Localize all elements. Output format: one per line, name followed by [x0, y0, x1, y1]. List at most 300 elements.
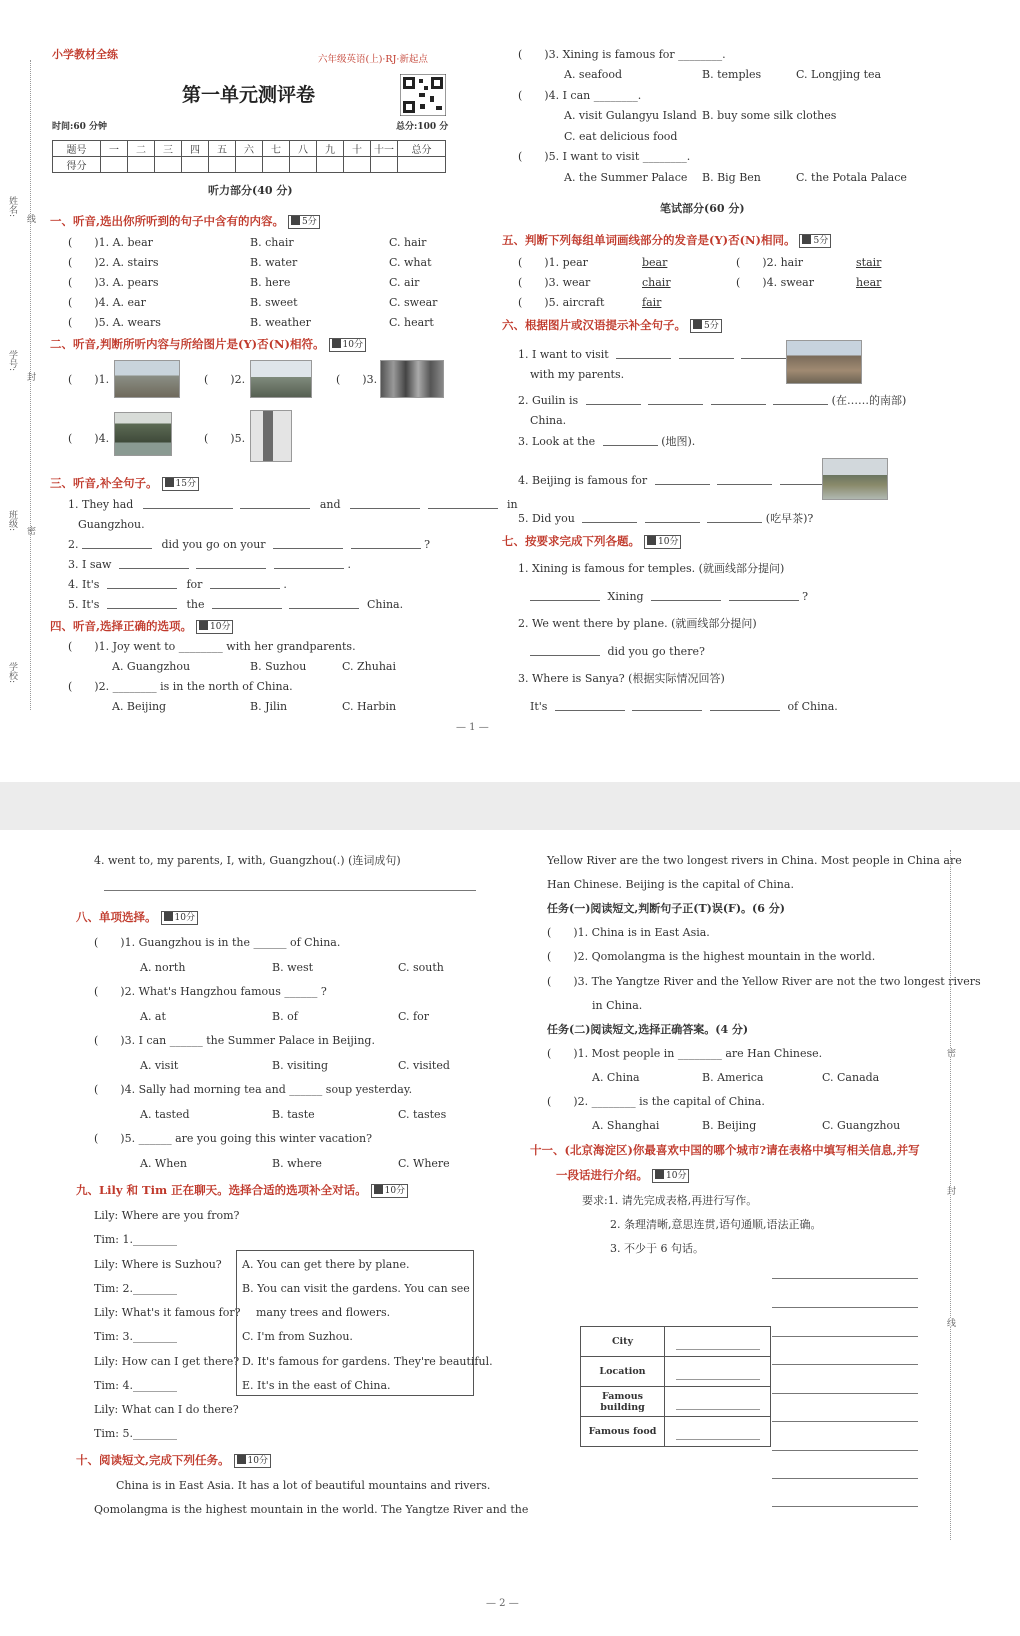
s1-q4: ( )4. A. ear [68, 296, 146, 309]
time-limit: 时间:60 分钟 [52, 122, 107, 132]
s8-q2-b: B. of [272, 1010, 298, 1023]
side-label-class: 班级: [7, 510, 17, 532]
s4-q1-c: C. Zhuhai [342, 660, 396, 673]
reading-passage-line: Han Chinese. Beijing is the capital of China. [547, 878, 794, 891]
writing-line[interactable] [772, 1506, 918, 1507]
section-title-text: 四、听音,选择正确的选项。 [50, 619, 193, 633]
s5-r2b: chair [642, 276, 671, 289]
star-icon [237, 1455, 246, 1464]
summer-palace-photo [822, 458, 888, 500]
s1-q1: ( )1. A. bear [68, 236, 153, 249]
answer-blank[interactable] [679, 349, 734, 359]
points-badge [329, 338, 366, 352]
section-title-text: 二、听音,判断所听内容与所给图片是(Y)否(N)相符。 [50, 337, 325, 351]
task-2-q1-b: B. America [702, 1071, 764, 1084]
points-badge [161, 911, 198, 925]
s2-q3-label: ( )3. [336, 373, 378, 386]
dialog-line: Lily: Where is Suzhou? [94, 1258, 222, 1271]
score-header: 总分 [398, 141, 446, 157]
score-header: 题号 [53, 141, 101, 157]
s6-line1 [518, 348, 796, 362]
score-header: 六 [236, 141, 263, 157]
s3-text: and [319, 498, 341, 511]
s4-q1: ( )1. Joy went to ________ with her grandparents. [68, 640, 356, 653]
s5-r1c: ( )2. hair [736, 256, 803, 269]
answer-blank[interactable] [350, 499, 420, 509]
section-8-title [76, 910, 198, 925]
big-ben-photo [250, 410, 292, 462]
score-cell[interactable] [317, 157, 344, 173]
s3-line2 [68, 538, 430, 552]
table-label-location: Location [581, 1357, 665, 1387]
table-label-city: City [581, 1327, 665, 1357]
answer-blank[interactable] [603, 436, 658, 446]
reading-passage-line: China is in East Asia. It has a lot of beautiful mountains and rivers. [116, 1479, 491, 1492]
dialog-line: Lily: What's it famous for? [94, 1306, 241, 1319]
score-cell[interactable] [182, 157, 209, 173]
table-input-food[interactable] [665, 1417, 771, 1447]
s5-r2d: hear [856, 276, 882, 289]
section-11-title: 十一、(北京海淀区)你最喜欢中国的哪个城市?请在表格中填写相关信息,并写 [530, 1143, 920, 1157]
points-badge [288, 215, 320, 229]
dialog-line: Lily: What can I do there? [94, 1403, 239, 1416]
writing-line[interactable] [772, 1364, 918, 1365]
s6-text: 5. Did you [518, 512, 575, 525]
reading-passage-line: Yellow River are the two longest rivers in China. Most people in China are [547, 854, 962, 867]
answer-blank[interactable] [655, 475, 710, 485]
s3-text: 5. It's [68, 598, 100, 611]
lake-photo [250, 360, 312, 398]
s8-q1-c: C. south [398, 961, 444, 974]
s1-q1-b: B. chair [250, 236, 294, 249]
task-2-q1-c: C. Canada [822, 1071, 880, 1084]
s1-q4-c: C. swear [389, 296, 438, 309]
option-item: A. You can get there by plane. [242, 1258, 410, 1271]
page-title: 第一单元测评卷 [182, 84, 316, 106]
s6-line4 [518, 474, 842, 488]
answer-blank[interactable] [274, 559, 344, 569]
side-mark: 密 [25, 526, 35, 535]
star-icon [802, 235, 811, 244]
dialog-line: Tim: 3.________ [94, 1330, 177, 1343]
points-text: 10分 [666, 1171, 687, 1181]
brand-logo: 小学教材全练 [52, 48, 118, 61]
task-1-item: ( )2. Qomolangma is the highest mountain in the world. [547, 950, 876, 963]
s4-q4-b: B. buy some silk clothes [702, 109, 837, 122]
s3-text: 1. They had [68, 498, 134, 511]
s3-line1b: Guangzhou. [78, 518, 145, 531]
writing-line[interactable] [772, 1478, 918, 1479]
score-header: 三 [155, 141, 182, 157]
score-cell[interactable] [128, 157, 155, 173]
s4-q2-a: A. Beijing [112, 700, 167, 713]
s6-hint: (地图). [661, 435, 696, 448]
answer-blank[interactable] [119, 559, 189, 569]
task-2-q2-b: B. Beijing [702, 1119, 757, 1132]
points-text: 15分 [175, 479, 196, 489]
s4-q4-c: C. eat delicious food [564, 130, 678, 143]
s7-text: Xining [607, 590, 644, 603]
answer-blank[interactable] [212, 599, 282, 609]
s5-r3b: fair [642, 296, 662, 309]
section-3-title [50, 476, 199, 491]
answer-blank[interactable] [710, 701, 780, 711]
book-subtitle: 六年级英语(上)·RJ·新起点 [318, 54, 428, 65]
section-9-title [76, 1183, 408, 1198]
section-5-title [502, 233, 831, 248]
answer-blank[interactable] [586, 395, 641, 405]
side-mark: 封 [945, 1186, 955, 1195]
star-icon [655, 1170, 664, 1179]
s6-line5 [518, 512, 813, 526]
section-title-text: 七、按要求完成下列各题。 [502, 534, 640, 548]
s6-line1b: with my parents. [530, 368, 625, 381]
s8-q4-c: C. tastes [398, 1108, 447, 1121]
section-title-text: 一段话进行介绍。 [556, 1168, 648, 1182]
s6-text: 3. Look at the [518, 435, 596, 448]
s2-q4-label: ( )4. [68, 432, 110, 445]
s2-q1-label: ( )1. [68, 373, 110, 386]
star-icon [693, 320, 702, 329]
s8-q3-b: B. visiting [272, 1059, 329, 1072]
points-text: 5分 [302, 217, 317, 227]
writing-line[interactable] [772, 1421, 918, 1422]
section-title-text: 五、判断下列每组单词画线部分的发音是(Y)否(N)相同。 [502, 233, 796, 247]
s3-text: did you go on your [161, 538, 266, 551]
s3-line1 [68, 498, 518, 512]
reading-passage-line: Qomolangma is the highest mountain in the world. The Yangtze River and the [94, 1503, 529, 1516]
answer-blank[interactable] [289, 599, 359, 609]
s6-line3 [518, 435, 695, 449]
qr-code-icon[interactable] [400, 74, 446, 116]
score-header: 二 [128, 141, 155, 157]
side-mark: 密 [945, 1048, 955, 1057]
s8-q5-b: B. where [272, 1157, 322, 1170]
points-badge [690, 319, 722, 333]
s8-q5: ( )5. ______ are you going this winter vacation? [94, 1132, 373, 1145]
score-table [52, 140, 446, 173]
answer-blank[interactable] [240, 499, 310, 509]
answer-blank[interactable] [351, 539, 421, 549]
writing-line[interactable] [772, 1336, 918, 1337]
s3-text: China. [366, 598, 404, 611]
answer-blank[interactable] [717, 475, 772, 485]
task-2-q2-a: A. Shanghai [592, 1119, 660, 1132]
points-text: 10分 [384, 1186, 406, 1196]
score-cell[interactable] [263, 157, 290, 173]
requirement-line: 3. 不少于 6 句话。 [610, 1242, 704, 1255]
s8-q4: ( )4. Sally had morning tea and ______ soup yesterday. [94, 1083, 413, 1096]
table-label-building: Famous building [581, 1387, 665, 1417]
s1-q3: ( )3. A. pears [68, 276, 159, 289]
s7-text: It's [530, 700, 548, 713]
s4-q3-a: A. seafood [564, 68, 623, 81]
s1-q2-b: B. water [250, 256, 298, 269]
points-text: 10分 [174, 913, 195, 923]
star-icon [164, 912, 173, 921]
writing-line[interactable] [772, 1450, 918, 1451]
s8-q3: ( )3. I can ______ the Summer Palace in Beijing. [94, 1034, 375, 1047]
score-cell[interactable] [236, 157, 263, 173]
star-icon [199, 621, 208, 630]
score-cell[interactable] [371, 157, 398, 173]
option-item: C. I'm from Suzhou. [242, 1330, 353, 1343]
task-2-q2-c: C. Guangzhou [822, 1119, 901, 1132]
s7-q4: 4. went to, my parents, I, with, Guangzhou(.) (连词成句) [94, 854, 401, 867]
s4-q3: ( )3. Xining is famous for ________. [518, 48, 726, 61]
section-title-text: 十、阅读短文,完成下列任务。 [76, 1453, 230, 1467]
score-cell[interactable] [344, 157, 371, 173]
s2-q5-label: ( )5. [204, 432, 246, 445]
dialog-line: Tim: 1.________ [94, 1233, 177, 1246]
star-icon [165, 478, 174, 487]
table-input-building[interactable] [665, 1387, 771, 1417]
points-text: 10分 [342, 340, 363, 350]
page-number: — 2 — [486, 1598, 519, 1609]
s6-line2 [518, 394, 906, 408]
writing-line[interactable] [772, 1278, 918, 1279]
page-number: — 1 — [456, 722, 489, 733]
answer-blank[interactable] [711, 395, 766, 405]
s3-text: in [507, 498, 518, 511]
answer-blank[interactable] [651, 591, 721, 601]
answer-blank[interactable] [107, 579, 177, 589]
answer-blank[interactable] [616, 349, 671, 359]
answer-blank[interactable] [707, 513, 762, 523]
answer-line[interactable] [104, 890, 476, 891]
points-badge [196, 620, 233, 634]
table-input-city[interactable] [665, 1327, 771, 1357]
option-item: E. It's in the east of China. [242, 1379, 391, 1392]
task-1-item: ( )3. The Yangtze River and the Yellow River are not the two longest rivers [547, 975, 981, 988]
side-mark: 线 [25, 214, 35, 223]
s4-q2-c: C. Harbin [342, 700, 397, 713]
s7-q2: 2. We went there by plane. (就画线部分提问) [518, 617, 757, 630]
s7-text: of China. [787, 700, 838, 713]
total-score: 总分:100 分 [396, 122, 449, 132]
answer-blank[interactable] [530, 591, 600, 601]
city-info-table [580, 1326, 771, 1447]
task-2-q1: ( )1. Most people in ________ are Han Chinese. [547, 1047, 823, 1060]
points-text: 10分 [247, 1456, 268, 1466]
s7-text: did you go there? [607, 645, 705, 658]
s7-q3-answer [530, 700, 838, 714]
s3-text: 4. It's [68, 578, 100, 591]
s3-line5 [68, 598, 403, 612]
s6-text: 4. Beijing is famous for [518, 474, 648, 487]
s8-q4-a: A. tasted [140, 1108, 190, 1121]
answer-blank[interactable] [82, 539, 152, 549]
s8-q1-a: A. north [140, 961, 186, 974]
s3-line3 [68, 558, 351, 572]
points-text: 10分 [210, 622, 231, 632]
s5-r1d: stair [856, 256, 882, 269]
answer-blank[interactable] [143, 499, 233, 509]
s4-q1-a: A. Guangzhou [112, 660, 191, 673]
points-badge [644, 535, 681, 549]
star-icon [647, 536, 656, 545]
s8-q4-b: B. taste [272, 1108, 315, 1121]
table-label-food: Famous food [581, 1417, 665, 1447]
s7-q1-answer [530, 590, 808, 604]
s4-q5: ( )5. I want to visit ________. [518, 150, 691, 163]
task-1-heading: 任务(一)阅读短文,判断句子正(T)误(F)。(6 分) [547, 902, 785, 915]
s3-text: the [186, 598, 205, 611]
writing-line[interactable] [772, 1393, 918, 1394]
score-header: 十一 [371, 141, 398, 157]
answer-blank[interactable] [645, 513, 700, 523]
score-header: 五 [209, 141, 236, 157]
task-1-item-cont: in China. [592, 999, 643, 1012]
s1-q4-b: B. sweet [250, 296, 298, 309]
binding-line [950, 850, 951, 1540]
s5-r2c: ( )4. swear [736, 276, 814, 289]
star-icon [332, 339, 341, 348]
s4-q2: ( )2. ________ is in the north of China. [68, 680, 293, 693]
score-cell[interactable] [398, 157, 446, 173]
section-4-title [50, 619, 233, 634]
score-cell[interactable] [155, 157, 182, 173]
s5-r3a: ( )5. aircraft [518, 296, 605, 309]
section-1-title [50, 214, 320, 229]
section-title-text: 九、Lily 和 Tim 正在聊天。选择合适的选项补全对话。 [76, 1183, 367, 1197]
s4-q5-a: A. the Summer Palace [564, 171, 688, 184]
s4-q4-a: A. visit Gulangyu Island [564, 109, 697, 122]
river-photo [114, 412, 172, 456]
page-1 [0, 0, 1020, 782]
s2-q2-label: ( )2. [204, 373, 246, 386]
score-header: 十 [344, 141, 371, 157]
side-label-school: 学校: [7, 662, 17, 684]
task-2-q2: ( )2. ________ is the capital of China. [547, 1095, 765, 1108]
s1-q5-b: B. weather [250, 316, 311, 329]
score-header: 四 [182, 141, 209, 157]
s7-q1: 1. Xining is famous for temples. (就画线部分提问) [518, 562, 785, 575]
answer-blank[interactable] [273, 539, 343, 549]
binding-line [30, 60, 31, 710]
temple-photo [380, 360, 444, 398]
options-box [236, 1250, 474, 1396]
s4-q1-b: B. Suzhou [250, 660, 307, 673]
s1-q2: ( )2. A. stairs [68, 256, 159, 269]
answer-blank[interactable] [582, 513, 637, 523]
points-badge [234, 1454, 271, 1468]
s1-q2-c: C. what [389, 256, 432, 269]
dialog-line: Lily: Where are you from? [94, 1209, 240, 1222]
section-title-text: 八、单项选择。 [76, 910, 157, 924]
s1-q3-c: C. air [389, 276, 420, 289]
s8-q3-c: C. visited [398, 1059, 450, 1072]
s6-hint: (在……的南部) [831, 394, 907, 407]
s6-text: 2. Guilin is [518, 394, 579, 407]
section-10-title [76, 1453, 271, 1468]
listening-heading: 听力部分(40 分) [208, 184, 293, 197]
option-item: many trees and flowers. [256, 1306, 391, 1319]
task-2-q1-a: A. China [592, 1071, 640, 1084]
section-11-title-cont [556, 1168, 689, 1183]
section-title-text: 一、听音,选出你所听到的句子中含有的内容。 [50, 214, 285, 228]
s4-q4: ( )4. I can ________. [518, 89, 642, 102]
s3-text: 3. I saw [68, 558, 112, 571]
s6-text: 1. I want to visit [518, 348, 609, 361]
requirement-line: 2. 条理清晰,意思连贯,语句通顺,语法正确。 [610, 1218, 822, 1231]
points-text: 5分 [704, 321, 719, 331]
section-2-title [50, 337, 366, 352]
option-item: D. It's famous for gardens. They're beautiful. [242, 1355, 493, 1368]
score-header: 九 [317, 141, 344, 157]
answer-blank[interactable] [196, 559, 266, 569]
answer-blank[interactable] [428, 499, 498, 509]
s8-q1-b: B. west [272, 961, 314, 974]
section-title-text: 六、根据图片或汉语提示补全句子。 [502, 318, 686, 332]
section-title-text: 三、听音,补全句子。 [50, 476, 158, 490]
dialog-line: Tim: 4.________ [94, 1379, 177, 1392]
score-cell[interactable] [101, 157, 128, 173]
star-icon [291, 216, 300, 225]
table-input-location[interactable] [665, 1357, 771, 1387]
side-mark: 封 [25, 372, 35, 381]
score-header: 七 [263, 141, 290, 157]
score-cell[interactable] [209, 157, 236, 173]
s7-q3: 3. Where is Sanya? (根据实际情况回答) [518, 672, 725, 685]
answer-blank[interactable] [107, 599, 177, 609]
s4-q3-c: C. Longjing tea [796, 68, 882, 81]
s6-hint: (吃早茶)? [765, 512, 814, 525]
s8-q2-c: C. for [398, 1010, 429, 1023]
answer-blank[interactable] [648, 395, 703, 405]
s1-q5-c: C. heart [389, 316, 434, 329]
section-6-title [502, 318, 722, 333]
answer-blank[interactable] [555, 701, 625, 711]
answer-blank[interactable] [530, 646, 600, 656]
s3-line4 [68, 578, 287, 592]
s4-q3-b: B. temples [702, 68, 762, 81]
page-2 [0, 830, 1020, 1636]
dialog-line: Tim: 5.________ [94, 1427, 177, 1440]
palace-photo [114, 360, 180, 398]
s7-q2-answer [530, 645, 705, 659]
s7-text: ? [802, 590, 808, 603]
requirement-line: 要求:1. 请先完成表格,再进行写作。 [582, 1194, 758, 1207]
s1-q1-c: C. hair [389, 236, 427, 249]
potala-palace-photo [786, 340, 862, 384]
score-header: 八 [290, 141, 317, 157]
s4-q5-b: B. Big Ben [702, 171, 761, 184]
writing-line[interactable] [772, 1307, 918, 1308]
points-text: 10分 [658, 537, 679, 547]
side-label-name: 姓名: [7, 196, 17, 218]
s8-q1: ( )1. Guangzhou is in the ______ of China. [94, 936, 341, 949]
s8-q3-a: A. visit [140, 1059, 179, 1072]
answer-blank[interactable] [729, 591, 799, 601]
writing-heading: 笔试部分(60 分) [660, 202, 745, 215]
s3-text: for [186, 578, 203, 591]
s6-line2b: China. [530, 414, 567, 427]
s3-text: 2. [68, 538, 79, 551]
points-badge [371, 1184, 408, 1198]
s5-r1b: bear [642, 256, 668, 269]
s4-q2-b: B. Jilin [250, 700, 288, 713]
score-cell[interactable] [290, 157, 317, 173]
points-text: 5分 [813, 236, 829, 246]
side-mark: 线 [945, 1318, 955, 1327]
answer-blank[interactable] [210, 579, 280, 589]
s1-q3-b: B. here [250, 276, 291, 289]
answer-blank[interactable] [632, 701, 702, 711]
answer-blank[interactable] [773, 395, 828, 405]
page-gap [0, 782, 1020, 830]
s3-text: ? [424, 538, 430, 551]
